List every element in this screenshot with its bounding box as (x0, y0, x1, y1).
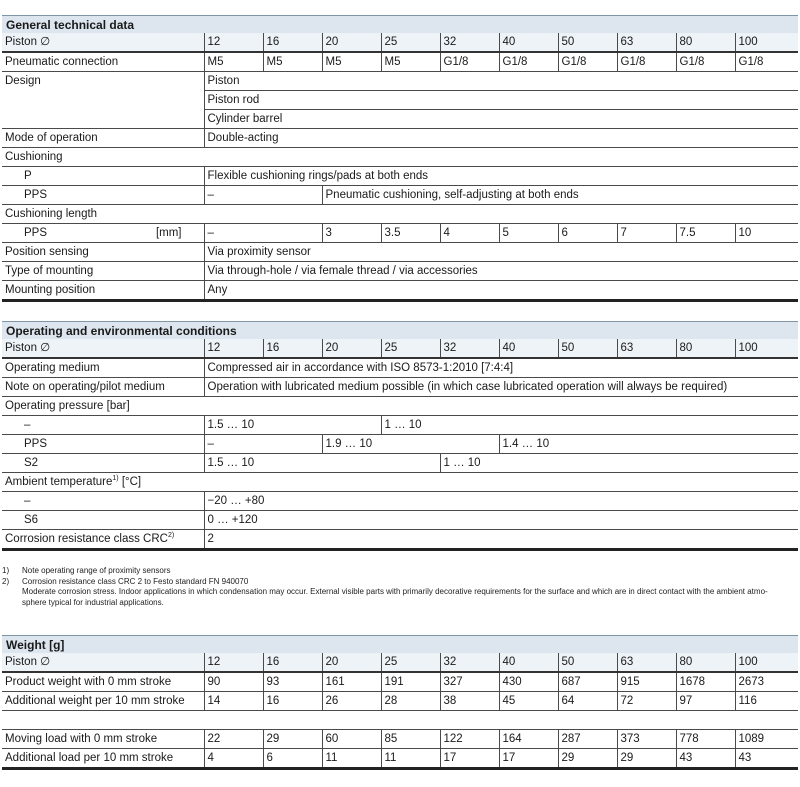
unit-label: [mm] (155, 227, 182, 239)
cell-value: 60 (322, 730, 381, 749)
piston-label: Piston ∅ (2, 653, 204, 672)
footnote-text: sphere typical for industrial applications. (22, 597, 164, 607)
cell-value: Any (204, 281, 798, 301)
cell-value: M5 (263, 52, 322, 72)
design-row (2, 72, 798, 91)
cell-value: 17 (499, 749, 558, 769)
footnote-text: Moderate corrosion stress. Indoor applications in which condensation may occur. External visible parts with primarily decorative requirements for the surface and which are in direct contact with the ambient atmo- (22, 587, 768, 596)
row-label: PPS (2, 435, 204, 454)
cell-value: 97 (676, 692, 735, 711)
row-label: – (2, 416, 204, 435)
row-label-cell (2, 473, 798, 492)
product-weight-row (2, 672, 798, 692)
pneumatic-connection-row (2, 52, 798, 72)
general-technical-data-section (2, 15, 798, 302)
piston-value: 50 (558, 339, 617, 358)
footnote (2, 598, 792, 609)
cell-value: 22 (204, 730, 263, 749)
piston-value: 40 (499, 339, 558, 358)
row-label: Additional load per 10 mm stroke (2, 749, 204, 769)
operating-medium-row (2, 358, 798, 378)
cell-value: G1/8 (440, 52, 499, 72)
piston-row (2, 33, 798, 52)
piston-value: 100 (735, 653, 798, 672)
cell-value: 11 (322, 749, 381, 769)
piston-value: 100 (735, 33, 798, 52)
piston-value: 25 (381, 33, 440, 52)
row-label: Additional weight per 10 mm stroke (2, 692, 204, 711)
additional-weight-row (2, 692, 798, 711)
cell-value: 1 … 10 (440, 454, 798, 473)
row-label-cell (2, 530, 204, 550)
cell-value: 687 (558, 672, 617, 692)
piston-value: 16 (263, 653, 322, 672)
cell-value: 3 (322, 224, 381, 243)
moving-load-row (2, 730, 798, 749)
spacer-cell (2, 711, 798, 730)
cell-value: 6 (558, 224, 617, 243)
pressure-pps-row (2, 435, 798, 454)
piston-value: 50 (558, 33, 617, 52)
cell-value: 7 (617, 224, 676, 243)
row-label: PPS (24, 227, 48, 239)
cell-value: 43 (735, 749, 798, 769)
cushioning-length-row (2, 205, 798, 224)
cell-value: −20 … +80 (204, 492, 798, 511)
cell-value: 430 (499, 672, 558, 692)
piston-value: 50 (558, 653, 617, 672)
footnote-text: Corrosion resistance class CRC 2 to Festo standard FN 940070 (22, 576, 249, 586)
footnote-ref: 2) (167, 532, 175, 540)
piston-value: 12 (204, 33, 263, 52)
cell-value: 29 (263, 730, 322, 749)
cushioning-p-row (2, 167, 798, 186)
piston-value: 63 (617, 33, 676, 52)
cell-value: 3.5 (381, 224, 440, 243)
cell-value: 2 (204, 530, 798, 550)
section-title: General technical data (2, 15, 798, 33)
piston-value: 32 (440, 33, 499, 52)
operating-pressure-row (2, 397, 798, 416)
temperature-s6-row (2, 511, 798, 530)
cell-value: 4 (204, 749, 263, 769)
section-title: Weight [g] (2, 635, 798, 653)
cell-value: Double-acting (204, 129, 798, 148)
piston-value: 63 (617, 653, 676, 672)
cell-value: – (204, 435, 322, 454)
cell-value: 85 (381, 730, 440, 749)
cell-value: 16 (263, 692, 322, 711)
cushioning-length-pps-row (2, 224, 798, 243)
piston-value: 20 (322, 33, 381, 52)
piston-value: 80 (676, 653, 735, 672)
row-label: – (2, 492, 204, 511)
footnote (2, 566, 792, 577)
cell-value: Flexible cushioning rings/pads at both ends (204, 167, 798, 186)
piston-value: 20 (322, 339, 381, 358)
cell-value: 0 … +120 (204, 511, 798, 530)
cell-value: 90 (204, 672, 263, 692)
row-label: Product weight with 0 mm stroke (2, 672, 204, 692)
mounting-position-row (2, 281, 798, 301)
footnotes (2, 566, 792, 608)
piston-row (2, 653, 798, 672)
pressure-standard-row (2, 416, 798, 435)
piston-value: 80 (676, 339, 735, 358)
cell-value: 29 (617, 749, 676, 769)
cell-value: 778 (676, 730, 735, 749)
cell-value: G1/8 (499, 52, 558, 72)
footnote-number: 1) (2, 566, 10, 575)
cell-value: M5 (381, 52, 440, 72)
cell-value: Via proximity sensor (204, 243, 798, 262)
piston-row (2, 339, 798, 358)
cell-value: 38 (440, 692, 499, 711)
piston-value: 25 (381, 653, 440, 672)
unit-label: [°C] (118, 476, 142, 488)
crc-row (2, 530, 798, 550)
cell-value: 191 (381, 672, 440, 692)
cell-value: G1/8 (617, 52, 676, 72)
cell-value: G1/8 (735, 52, 798, 72)
ambient-temperature-row (2, 473, 798, 492)
piston-label: Piston ∅ (2, 339, 204, 358)
cell-value: 43 (676, 749, 735, 769)
temperature-standard-row (2, 492, 798, 511)
piston-value: 40 (499, 653, 558, 672)
cell-value: 327 (440, 672, 499, 692)
cell-value: 17 (440, 749, 499, 769)
cell-value: Compressed air in accordance with ISO 8573-1:2010 [7:4:4] (204, 358, 798, 378)
piston-value: 80 (676, 33, 735, 52)
cell-value: 93 (263, 672, 322, 692)
piston-value: 25 (381, 339, 440, 358)
cell-value: Via through-hole / via female thread / via accessories (204, 262, 798, 281)
cell-value: 28 (381, 692, 440, 711)
cell-value: Pneumatic cushioning, self-adjusting at both ends (322, 186, 798, 205)
cell-value: 14 (204, 692, 263, 711)
cell-value: G1/8 (558, 52, 617, 72)
row-label: PPS (2, 186, 204, 205)
cell-value: 373 (617, 730, 676, 749)
row-label: Pneumatic connection (2, 52, 204, 72)
row-label: Note on operating/pilot medium (2, 378, 204, 397)
cell-value: – (204, 224, 322, 243)
cell-value: 10 (735, 224, 798, 243)
row-label: Ambient temperature (5, 476, 113, 488)
cushioning-pps-row (2, 186, 798, 205)
row-label: Design (2, 72, 204, 129)
cushioning-row (2, 148, 798, 167)
footnote-ref: 1) (112, 475, 119, 483)
cell-value: 1.5 … 10 (204, 416, 381, 435)
row-label: Mounting position (2, 281, 204, 301)
design-item: Piston rod (204, 91, 798, 110)
row-label: Cushioning length (2, 205, 798, 224)
cell-value: Operation with lubricated medium possible (in which case lubricated operation will always be required) (204, 378, 798, 397)
cell-value: 1.4 … 10 (499, 435, 798, 454)
row-label: P (2, 167, 204, 186)
cell-value: 1.5 … 10 (204, 454, 440, 473)
row-label: Moving load with 0 mm stroke (2, 730, 204, 749)
cell-value: M5 (322, 52, 381, 72)
row-label: Type of mounting (2, 262, 204, 281)
piston-value: 63 (617, 339, 676, 358)
cell-value: 1 … 10 (381, 416, 798, 435)
footnote-number (2, 598, 22, 609)
cell-value: 122 (440, 730, 499, 749)
cell-value: 64 (558, 692, 617, 711)
weight-section (2, 635, 798, 770)
cell-value: 1.9 … 10 (322, 435, 499, 454)
cell-value: 164 (499, 730, 558, 749)
cell-value: 915 (617, 672, 676, 692)
cell-value: 161 (322, 672, 381, 692)
section-title: Operating and environmental conditions (2, 321, 798, 339)
piston-value: 16 (263, 339, 322, 358)
cell-value: 11 (381, 749, 440, 769)
weight-table (2, 653, 798, 770)
row-label: S6 (2, 511, 204, 530)
row-label: Mode of operation (2, 129, 204, 148)
cell-value: 1089 (735, 730, 798, 749)
cell-value: M5 (204, 52, 263, 72)
cell-value: 2673 (735, 672, 798, 692)
cell-value: – (204, 186, 322, 205)
row-label: Corrosion resistance class CRC (5, 533, 168, 545)
piston-value: 100 (735, 339, 798, 358)
row-label: Position sensing (2, 243, 204, 262)
operating-conditions-section (2, 321, 798, 551)
additional-load-row (2, 749, 798, 769)
operating-table (2, 339, 798, 551)
piston-value: 32 (440, 653, 499, 672)
note-medium-row (2, 378, 798, 397)
cell-value: 5 (499, 224, 558, 243)
general-data-table (2, 33, 798, 302)
piston-value: 12 (204, 653, 263, 672)
cell-value: 287 (558, 730, 617, 749)
pressure-s2-row (2, 454, 798, 473)
cell-value: 45 (499, 692, 558, 711)
cell-value: 116 (735, 692, 798, 711)
piston-value: 12 (204, 339, 263, 358)
footnote (2, 577, 792, 588)
design-item: Cylinder barrel (204, 110, 798, 129)
footnote-number (2, 587, 22, 598)
design-item: Piston (204, 72, 798, 91)
row-label: Operating medium (2, 358, 204, 378)
cell-value: 1678 (676, 672, 735, 692)
cell-value: 4 (440, 224, 499, 243)
spacer-row (2, 711, 798, 730)
cell-value: 7.5 (676, 224, 735, 243)
piston-label: Piston ∅ (2, 33, 204, 52)
type-of-mounting-row (2, 262, 798, 281)
row-label: Cushioning (2, 148, 798, 167)
cell-value: 29 (558, 749, 617, 769)
position-sensing-row (2, 243, 798, 262)
footnote-text: Note operating range of proximity sensors (22, 566, 171, 575)
cell-value: 72 (617, 692, 676, 711)
cell-value: 26 (322, 692, 381, 711)
piston-value: 20 (322, 653, 381, 672)
piston-value: 16 (263, 33, 322, 52)
cell-value: G1/8 (676, 52, 735, 72)
mode-of-operation-row (2, 129, 798, 148)
row-label-cell (2, 224, 204, 243)
piston-value: 40 (499, 33, 558, 52)
row-label: Operating pressure [bar] (2, 397, 798, 416)
piston-value: 32 (440, 339, 499, 358)
cell-value: 6 (263, 749, 322, 769)
footnote-number: 2) (2, 576, 10, 586)
footnote (2, 587, 792, 598)
row-label: S2 (2, 454, 204, 473)
